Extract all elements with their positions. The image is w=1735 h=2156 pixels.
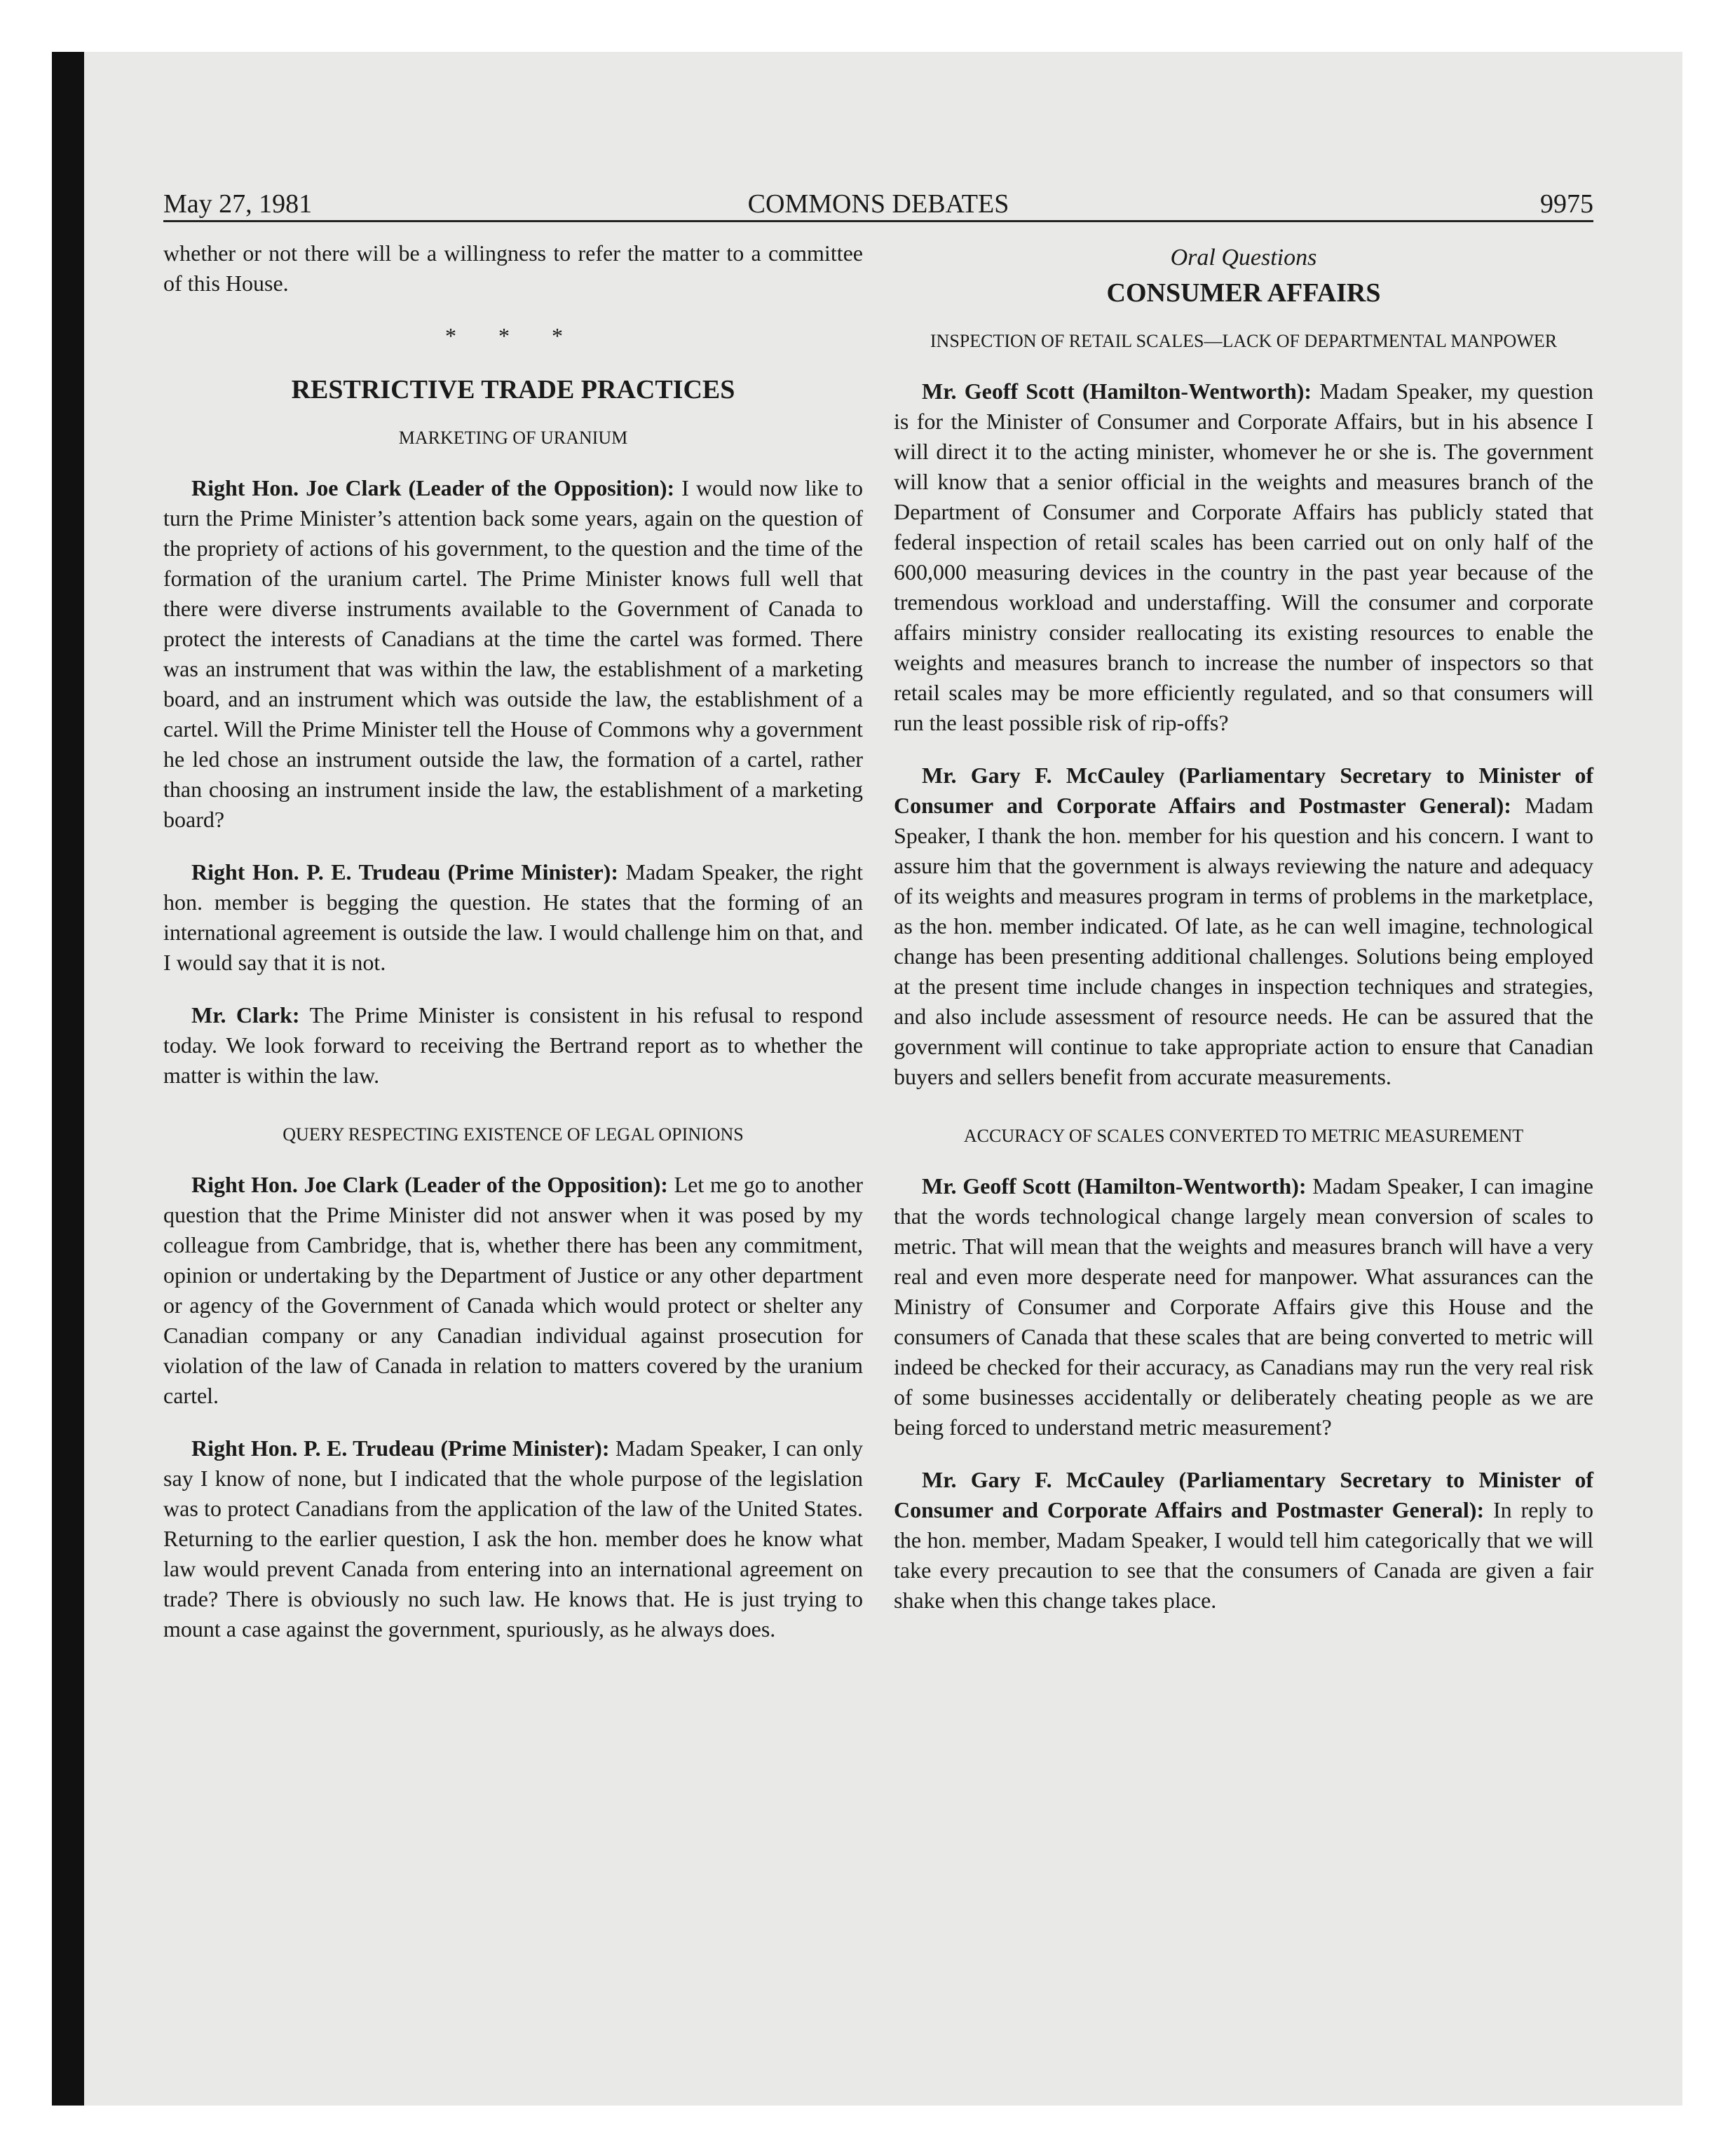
speech-paragraph bbox=[894, 760, 1593, 1092]
header-date: May 27, 1981 bbox=[163, 189, 313, 219]
speech-paragraph bbox=[163, 1000, 863, 1091]
subheading-legal-opinions: QUERY RESPECTING EXISTENCE OF LEGAL OPINIONS bbox=[283, 1124, 744, 1145]
speech-paragraph bbox=[163, 1433, 863, 1644]
speaker-name: Right Hon. Joe Clark (Leader of the Opposition): bbox=[191, 1172, 668, 1197]
speaker-name: Mr. Geoff Scott (Hamilton-Wentworth): bbox=[922, 378, 1312, 404]
speech-paragraph bbox=[163, 1170, 863, 1411]
header-page-number: 9975 bbox=[1540, 189, 1593, 219]
speech-text: Madam Speaker, I can only say I know of none, but I indicated that the whole purpose of the legislation was to protect Canadians from the application of the law of the United States. Returning to the earlier question, I ask the hon. member does he know what law would prevent Canada from entering into an international agreement on trade? There is obviously no such law. He knows that. He is just trying to mount a case against the government, spuriously, as he always does. bbox=[163, 1435, 863, 1642]
section-title-restrictive-trade: RESTRICTIVE TRADE PRACTICES bbox=[291, 375, 735, 404]
speaker-name: Mr. Clark: bbox=[191, 1002, 300, 1028]
intro-paragraph: whether or not there will be a willingness to refer the matter to a committee of this House. bbox=[163, 240, 863, 296]
speech-text: Madam Speaker, I can imagine that the words technological change largely mean conversion of scales to metric. That will mean that the weights and measures branch will have a very real and even more desperate need for manpower. What assurances can the Ministry of Consumer and Corporate Affairs give this House and the consumers of Canada that these scales that are being converted to metric will indeed be checked for their accuracy, as Canadians may run the very real risk of some businesses accidentally or deliberately cheating people as we are being forced to understand metric measurement? bbox=[894, 1173, 1594, 1440]
header-title: COMMONS DEBATES bbox=[747, 189, 1009, 219]
speech-paragraph bbox=[894, 1465, 1593, 1616]
section-title-consumer-affairs: CONSUMER AFFAIRS bbox=[1106, 278, 1381, 308]
subheading-metric-scales: ACCURACY OF SCALES CONVERTED TO METRIC MEASUREMENT bbox=[963, 1126, 1524, 1146]
binding-edge bbox=[52, 52, 84, 2106]
speech-text: In reply to the hon. member, Madam Speaker, I would tell him categorically that we will take every precaution to see that the consumers of Canada are given a fair shake when this change takes place. bbox=[894, 1497, 1594, 1613]
speech-paragraph bbox=[163, 857, 863, 978]
left-column bbox=[163, 238, 863, 1667]
speech-text: Madam Speaker, my question is for the Minister of Consumer and Corporate Affairs, but in his absence I will direct it to the acting minister, whomever he or she is. The government will know that a senior official in the weights and measures branch of the Department of Consumer and Corporate Affairs has publicly stated that federal inspection of retail scales has been carried out on only half of the 600,000 measuring devices in the country in the past year because of the tremendous workload and understaffing. Will the consumer and corporate affairs ministry consider reallocating its existing resources to enable the weights and measures branch to increase the number of inspectors so that retail scales may be more efficiently regulated, and so that consumers will run the least possible risk of rip-offs? bbox=[894, 378, 1594, 735]
right-column bbox=[894, 238, 1593, 1638]
page-header bbox=[163, 186, 1593, 221]
speaker-name: Mr. Gary F. McCauley (Parliamentary Secretary to Minister of Consumer and Corporate Affairs and Postmaster General): bbox=[894, 1467, 1593, 1522]
speech-text: Let me go to another question that the Prime Minister did not answer when it was posed by my colleague from Cambridge, that is, whether there has been any commitment, opinion or undertaking by the Department of Justice or any other department or agency of the Government of Canada which would protect or shelter any Canadian company or any Canadian individual against prosecution for violation of the law of Canada in relation to matters covered by the uranium cartel. bbox=[163, 1172, 864, 1408]
speech-paragraph bbox=[894, 376, 1593, 738]
speech-text: I would now like to turn the Prime Minister’s attention back some years, again on the question of the propriety of actions of his government, to the question and the time of the formation of the uranium cartel. The Prime Minister knows full well that there were diverse instruments available to the Government of Canada to protect the interests of Canadians at the time the cartel was formed. There was an instrument that was within the law, the establishment of a marketing board, and an instrument which was outside the law, the establishment of a cartel. Will the Prime Minister tell the House of Commons why a government he led chose an instrument outside the law, the formation of a cartel, rather than choosing an instrument inside the law, the establishment of a marketing board? bbox=[163, 475, 864, 832]
section-separator: * * * bbox=[445, 323, 581, 348]
speech-text: Madam Speaker, the right hon. member is begging the question. He states that the forming of an international agreement is outside the law. I would challenge him on that, and I would say that it is not. bbox=[163, 859, 864, 975]
speaker-name: Right Hon. P. E. Trudeau (Prime Minister): bbox=[191, 859, 618, 885]
section-label-oral-questions: Oral Questions bbox=[1170, 245, 1317, 271]
speech-paragraph bbox=[894, 1171, 1593, 1442]
speech-paragraph bbox=[163, 473, 863, 835]
speech-text: The Prime Minister is consistent in his refusal to respond today. We look forward to receiving the Bertrand report as to whether the matter is within the law. bbox=[163, 1002, 864, 1088]
subheading-marketing-uranium: MARKETING OF URANIUM bbox=[398, 428, 628, 448]
speaker-name: Mr. Gary F. McCauley (Parliamentary Secretary to Minister of Consumer and Corporate Affairs and Postmaster General): bbox=[894, 763, 1593, 818]
speaker-name: Mr. Geoff Scott (Hamilton-Wentworth): bbox=[922, 1173, 1307, 1199]
header-rule bbox=[163, 220, 1593, 222]
speaker-name: Right Hon. Joe Clark (Leader of the Opposition): bbox=[191, 475, 675, 500]
speaker-name: Right Hon. P. E. Trudeau (Prime Minister): bbox=[191, 1435, 610, 1461]
subheading-retail-scales: INSPECTION OF RETAIL SCALES—LACK OF DEPARTMENTAL MANPOWER bbox=[930, 331, 1558, 351]
speech-text: Madam Speaker, I thank the hon. member for his question and his concern. I want to assure him that the government is always reviewing the nature and adequacy of its weights and measures program in terms of problems in the marketplace, as the hon. member indicated. Of late, as he can well imagine, technological change has been presenting additional challenges. Solutions being employed at the present time include changes in inspection techniques and strategies, and also include assessment of resource needs. He can be assured that the government will continue to take appropriate action to ensure that Canadian buyers and sellers benefit from accurate measurements. bbox=[894, 793, 1593, 1089]
